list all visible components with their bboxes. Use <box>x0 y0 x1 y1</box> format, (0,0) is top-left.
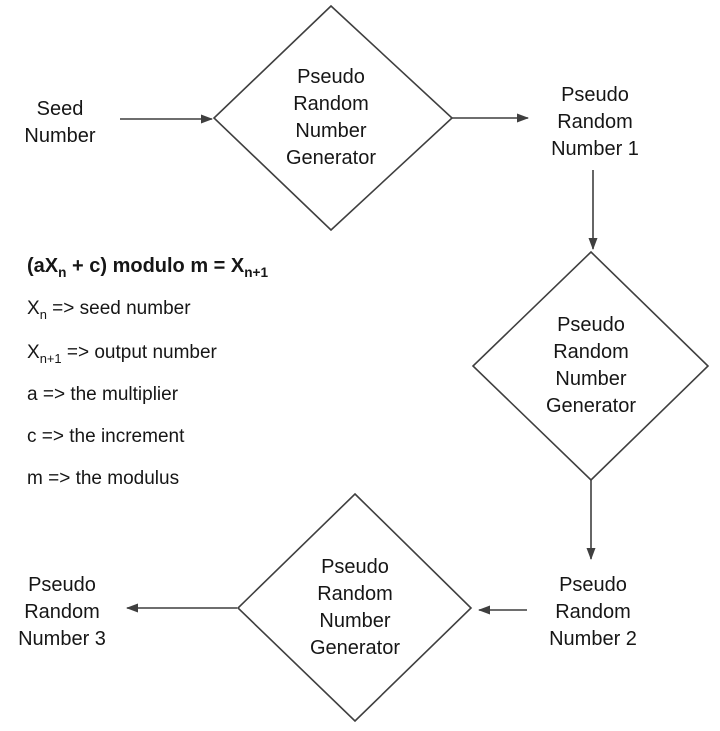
pseudo-random-number-1-label <box>535 82 655 163</box>
output1-label-line: Random <box>557 111 633 133</box>
output2-label-line: Number 2 <box>549 628 637 650</box>
prng-1-label-line: Random <box>293 93 369 115</box>
formula-def-a: a => the multiplier <box>27 384 179 405</box>
prng-1-label-line: Number <box>295 120 367 142</box>
prng-2-label <box>501 312 681 420</box>
output1-label-line: Number 1 <box>551 138 639 160</box>
formula-def-m: m => the modulus <box>27 468 180 489</box>
formula-title-subscript: n <box>58 265 67 280</box>
formula-def-subscript: n <box>39 306 47 322</box>
formula-def-part: => seed number <box>46 298 191 319</box>
output3-label-line: Pseudo <box>28 574 96 596</box>
formula-title-part: (aX <box>27 255 59 277</box>
output3-label-line: Number 3 <box>18 628 106 650</box>
prng-3-label-line: Random <box>317 583 393 605</box>
prng-3-label-line: Generator <box>309 637 401 659</box>
formula-def-part: X <box>27 342 40 363</box>
output2-label-line: Pseudo <box>559 574 627 596</box>
formula-def-subscript: n+1 <box>39 350 62 366</box>
prng-2-label-line: Generator <box>545 395 637 417</box>
prng-1-label-line: Generator <box>285 147 377 169</box>
prng-1-label-line: Pseudo <box>297 66 365 88</box>
prng-3-label-line: Number <box>319 610 391 632</box>
output1-label-line: Pseudo <box>561 84 629 106</box>
prng-2-label-line: Random <box>553 341 629 363</box>
pseudo-random-number-2-label <box>533 572 653 653</box>
formula-legend <box>27 0 357 731</box>
prng-2-label-line: Pseudo <box>557 314 625 336</box>
formula-title-part: + c) modulo m = X <box>66 255 245 277</box>
seed-number-label-line: Number <box>24 125 96 147</box>
output2-label-line: Random <box>555 601 631 623</box>
prng-2-label-line: Number <box>555 368 627 390</box>
prng-3-label-line: Pseudo <box>321 556 389 578</box>
formula-def-xn1 <box>27 341 217 365</box>
formula-title <box>27 254 268 278</box>
formula-def-part: X <box>27 298 40 319</box>
formula-def-part: => output number <box>61 342 217 363</box>
seed-number-label-line: Seed <box>36 98 84 120</box>
output3-label-line: Random <box>24 601 100 623</box>
formula-title-subscript: n+1 <box>244 265 269 280</box>
formula-def-c: c => the increment <box>27 426 185 447</box>
formula-def-xn <box>27 297 191 321</box>
